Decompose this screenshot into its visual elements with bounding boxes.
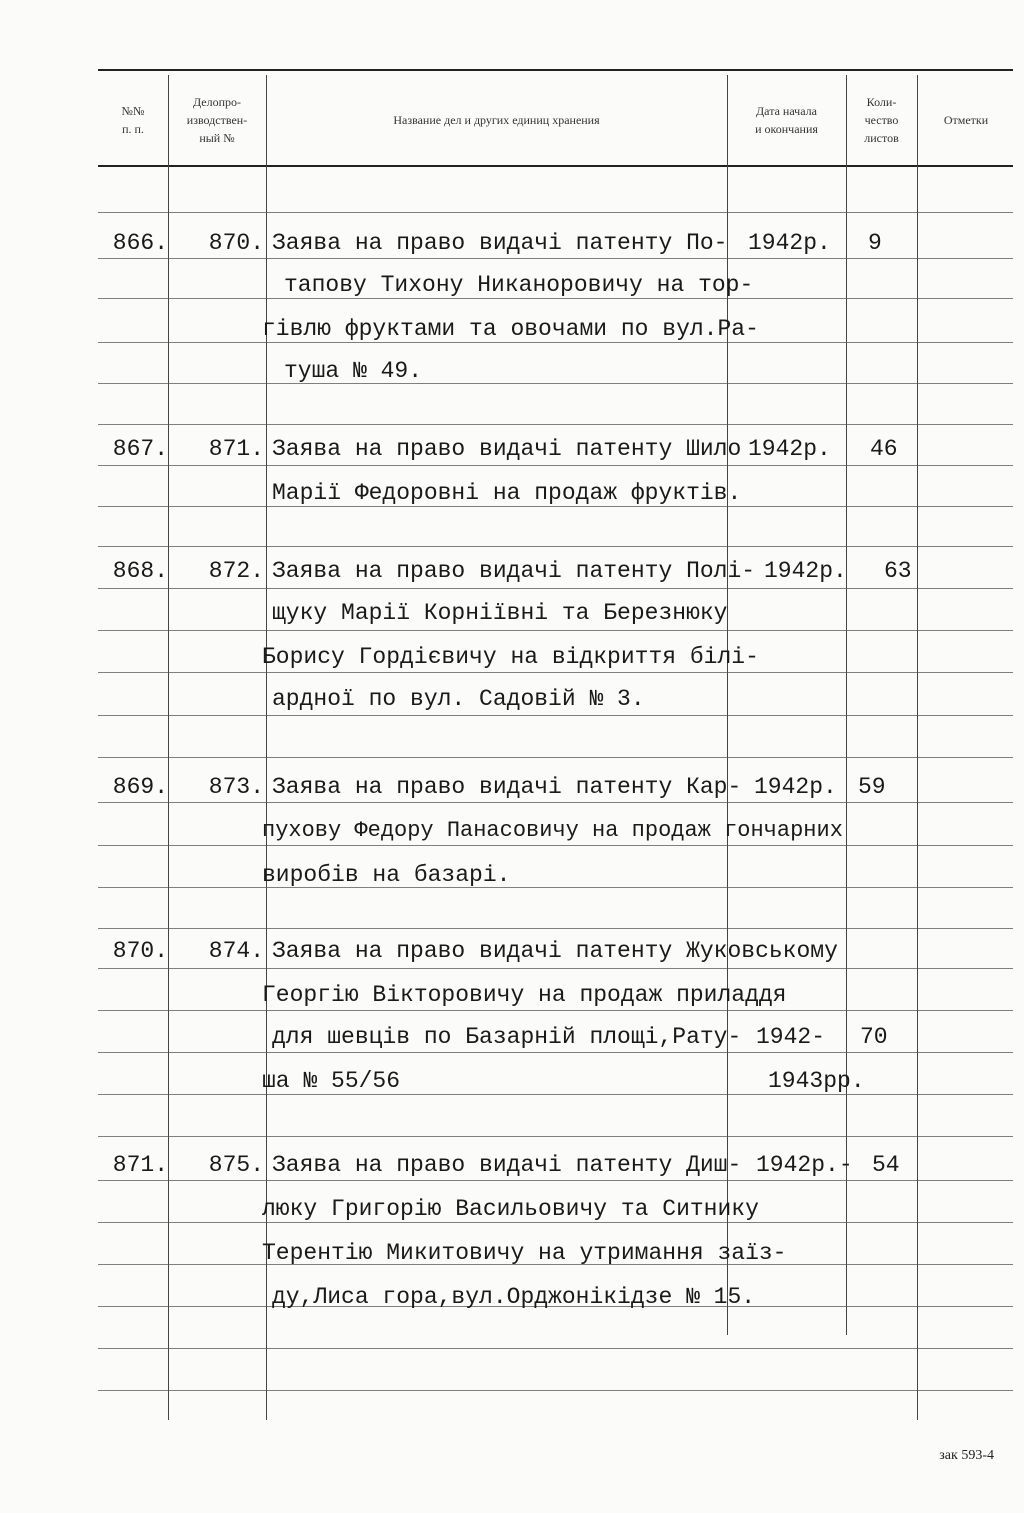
row-title-line: пухову Федору Панасовичу на продаж гончарних [262,818,843,843]
row-title-line: люку Григорію Васильовичу та Ситнику [262,1196,759,1222]
row-date: 1942р. [764,558,847,584]
ruled-line [98,757,1013,758]
row-office-number: 871. [208,436,264,462]
row-office-number: 870. [208,230,264,256]
row-title-line: гівлю фруктами та овочами по вул.Ра- [262,316,759,342]
row-sheets: 46 [870,436,898,462]
row-title-line: Заява на право видачі патенту По- [272,230,728,256]
ruled-line [98,212,1013,213]
row-date: 1942р.- [756,1152,853,1178]
row-title-line: Заява на право видачі патенту Диш- [272,1152,742,1178]
row-title-line: Заява на право видачі патенту Кар- [272,774,742,800]
row-number: 869. [112,774,168,800]
row-date: 1943рр. [768,1068,865,1094]
column-separator [168,75,169,1420]
ruled-line [98,383,1013,384]
row-office-number: 872. [208,558,264,584]
row-title-line: для шевців по Базарній площі,Рату- [272,1024,742,1050]
ruled-line [98,1052,1013,1053]
row-title-line: ду,Лиса гора,вул.Орджонікідзе № 15. [272,1284,756,1310]
row-title-line: виробів на базарі. [262,862,511,888]
row-title-line: туша № 49. [284,358,423,384]
ruled-line [98,1348,1013,1349]
ruled-line [98,968,1013,969]
row-date: 1942- [756,1024,826,1050]
header-bottom-rule [98,165,1013,167]
ruled-line [98,1180,1013,1181]
order-code: зак 593-4 [939,1448,994,1463]
header-col-office-number: Делопро- изводствен- ный № [186,95,248,145]
row-office-number: 875. [208,1152,264,1178]
row-sheets: 63 [884,558,912,584]
row-date: 1942р. [754,774,837,800]
row-number: 868. [112,558,168,584]
ruled-line [98,715,1013,716]
ruled-line [98,887,1013,888]
row-sheets: 54 [872,1152,900,1178]
column-separator [727,75,728,1335]
header-col-title: Название дел и других единиц хранения [393,113,600,127]
row-office-number: 874. [208,938,264,964]
row-title-line: Георгію Вікторовичу на продаж приладдя [262,982,787,1008]
ruled-line [98,588,1013,589]
row-office-number: 873. [208,774,264,800]
row-title-line: ардної по вул. Садовій № 3. [272,686,645,712]
column-separator [846,75,847,1335]
row-number: 871. [112,1152,168,1178]
row-date: 1942р. [748,230,831,256]
row-title-line: Борису Гордієвичу на відкриття білі- [262,644,759,670]
row-number: 870. [112,938,168,964]
row-title-line: ша № 55/56 [262,1068,401,1094]
ruled-line [98,928,1013,929]
ruled-line [98,424,1013,425]
row-title-line: Марії Федоровні на продаж фруктів. [272,480,742,506]
row-title-line: Заява на право видачі патенту Полі- [272,558,756,584]
header-col-dates: Дата начала и окончания [755,104,818,136]
row-title-line: тапову Тихону Никаноровичу на тор- [284,272,754,298]
row-sheets: 9 [868,230,882,256]
header-col-sheets: Коли- чество листов [864,95,899,145]
column-separator [917,75,918,1420]
header-top-rule [98,69,1013,71]
row-title-line: Заява на право видачі патенту Шило [272,436,742,462]
row-number: 867. [112,436,168,462]
ruled-line [98,1094,1013,1095]
ruled-line [98,546,1013,547]
row-sheets: 59 [858,774,886,800]
header-col-notes: Отметки [943,113,989,127]
row-title-line: Терентію Микитовичу на утримання заїз- [262,1240,787,1266]
ruled-line [98,672,1013,673]
ruled-line [98,630,1013,631]
ruled-line [98,1390,1013,1391]
ruled-line [98,1010,1013,1011]
ruled-line [98,1136,1013,1137]
ruled-line [98,258,1013,259]
row-date: 1942р. [748,436,831,462]
row-sheets: 70 [860,1024,888,1050]
header-col-number: №№ п. п. [121,104,145,136]
ruled-line [98,802,1013,803]
row-number: 866. [112,230,168,256]
ruled-line [98,465,1013,466]
row-title-line: Заява на право видачі патенту Жуковському [272,938,838,964]
row-title-line: щуку Марії Корніївні та Березнюку [272,600,728,626]
